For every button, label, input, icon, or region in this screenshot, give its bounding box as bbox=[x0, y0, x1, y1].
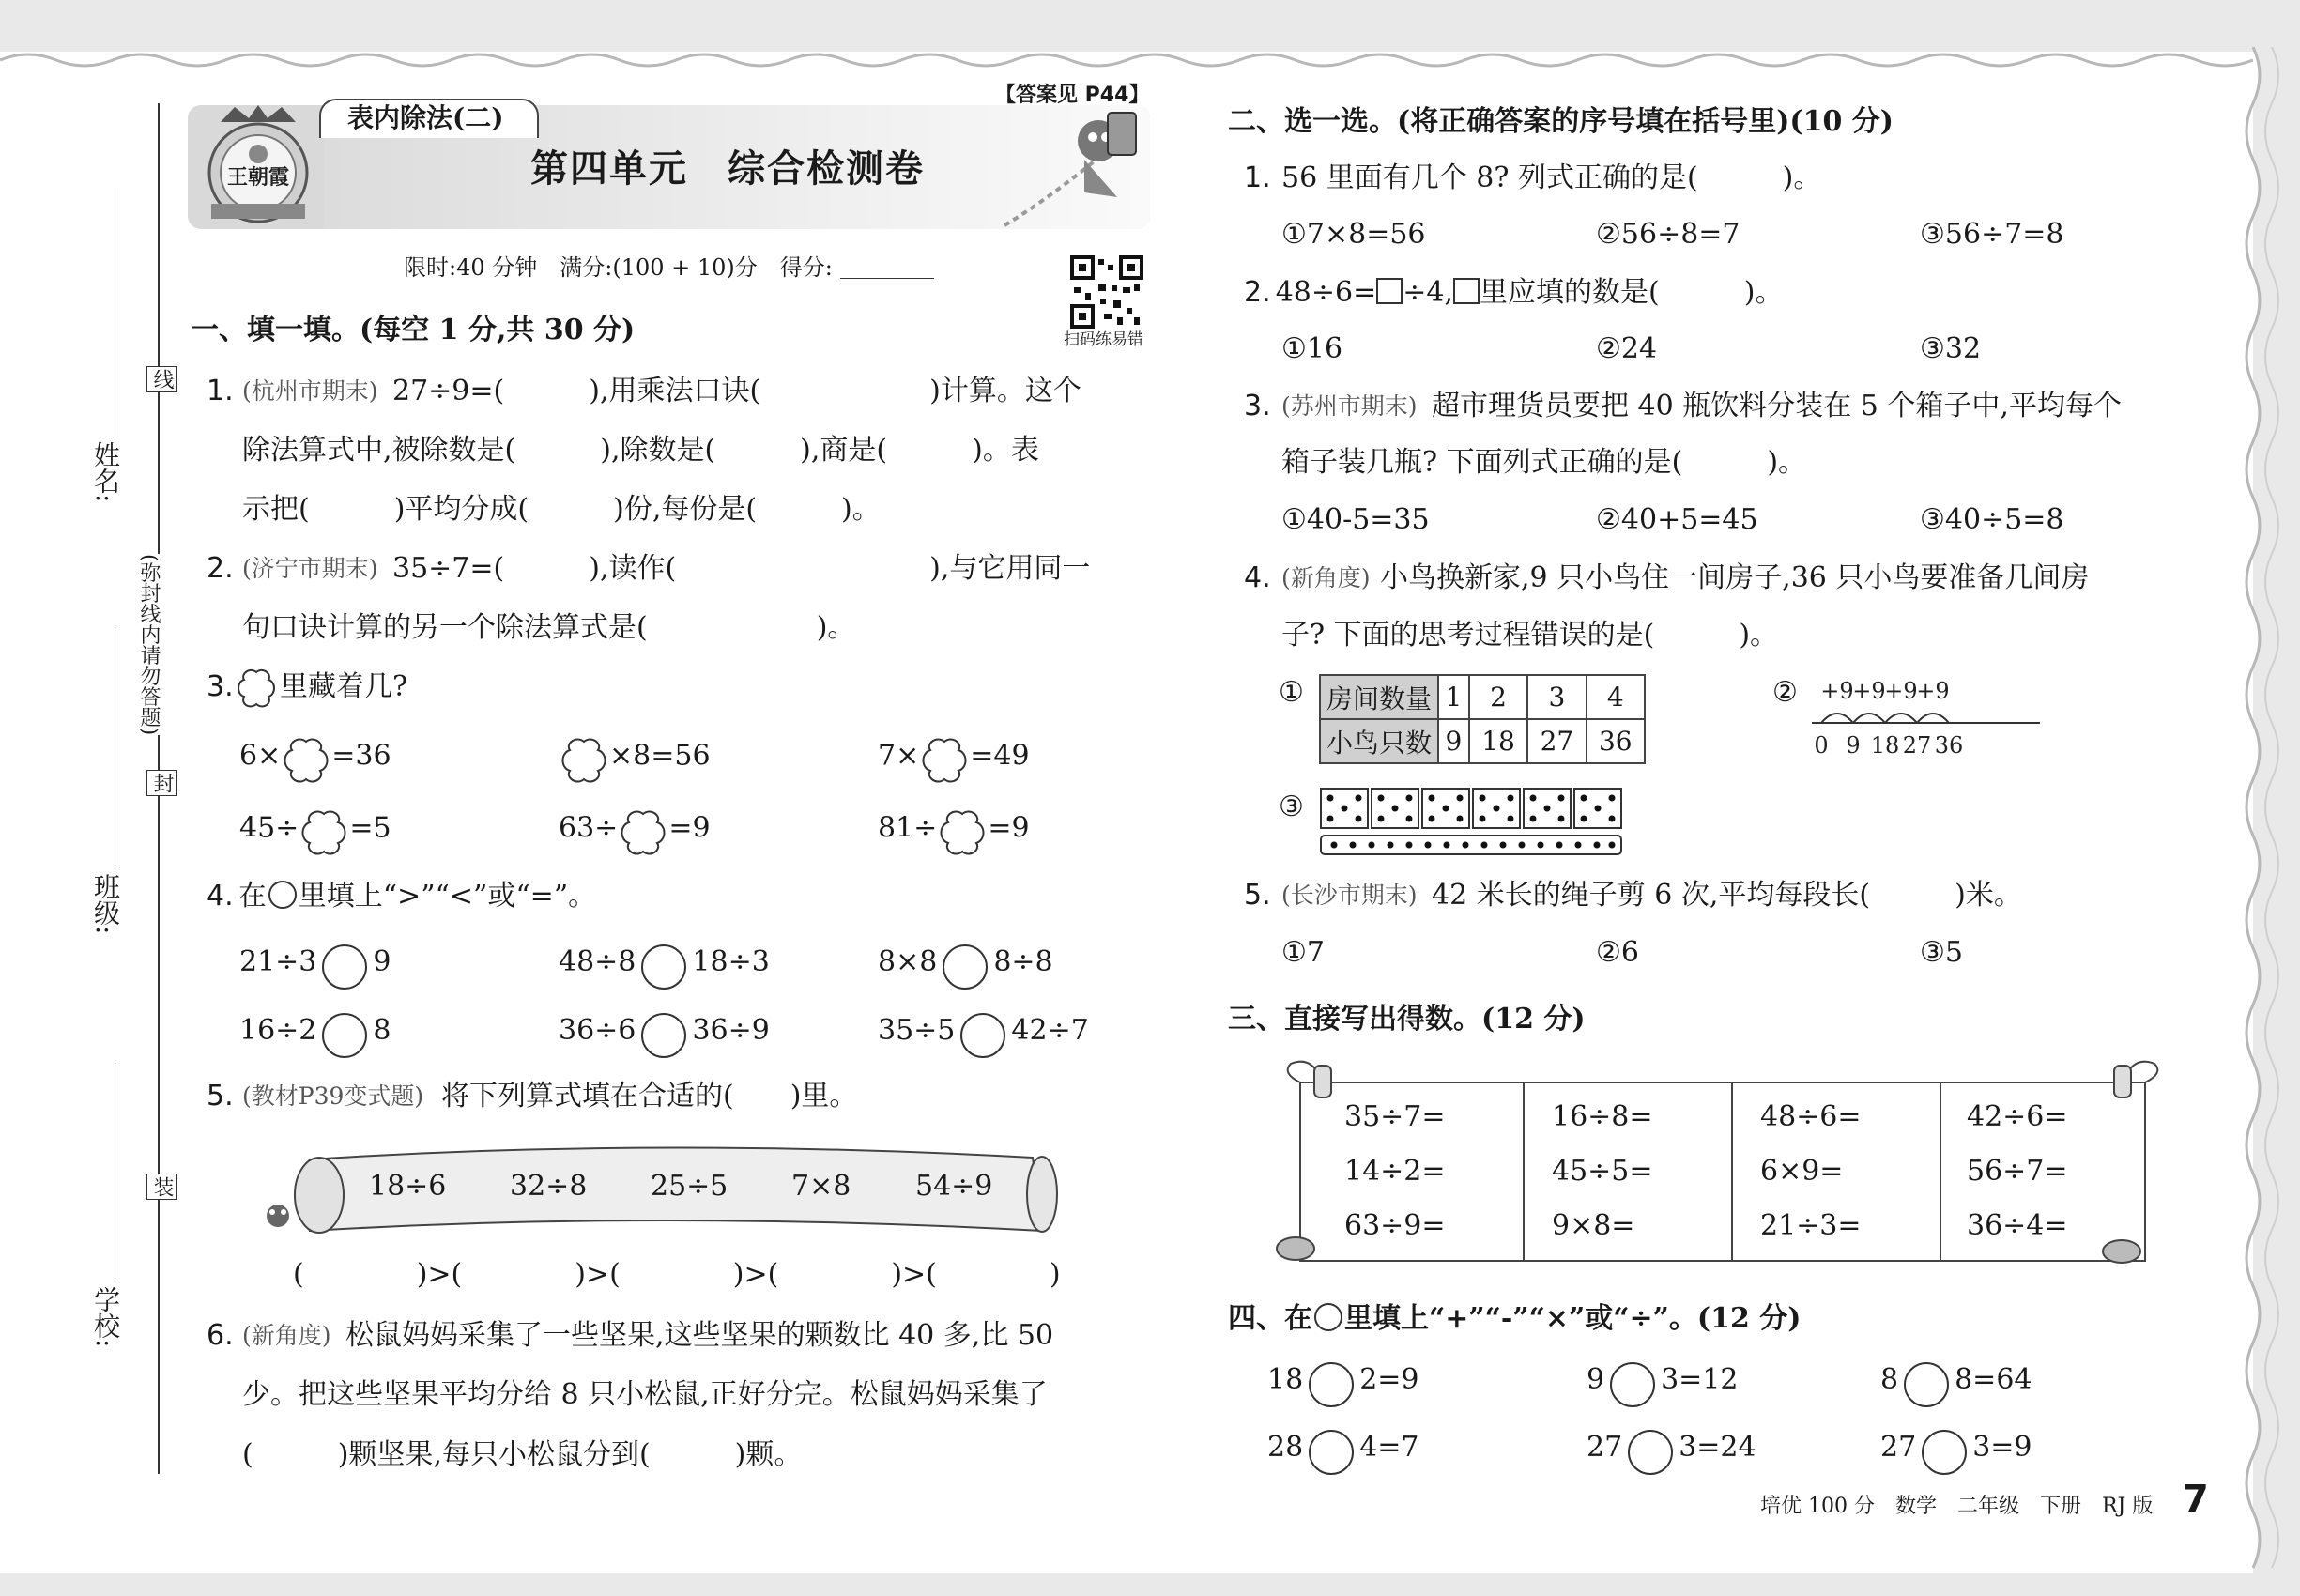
q4-item-6[interactable] bbox=[878, 1012, 1089, 1058]
s4-item-4[interactable] bbox=[1267, 1429, 1419, 1475]
s2q4-number: 4. bbox=[1244, 561, 1271, 594]
s2q5-opt3[interactable]: ③5 bbox=[1920, 936, 1963, 969]
s2q3-line1: 超市理货员要把 40 瓶饮料分装在 5 个箱子中,平均每个 bbox=[1432, 390, 2122, 422]
bind-mark: 装 bbox=[146, 1174, 177, 1200]
calc-cell[interactable]: 45÷5= bbox=[1552, 1155, 1653, 1188]
calc-cell[interactable]: 16÷8= bbox=[1552, 1100, 1653, 1133]
q4-item-1[interactable] bbox=[239, 944, 391, 990]
table-cell: 18 bbox=[1469, 719, 1527, 763]
s4-item-3[interactable] bbox=[1880, 1361, 2032, 1407]
q6-number: 6. bbox=[207, 1319, 234, 1352]
q3-item-4 bbox=[239, 809, 391, 856]
q3-text: 里藏着几? bbox=[280, 670, 408, 703]
operator-circle[interactable] bbox=[1922, 1430, 1967, 1475]
s2q3-opt1[interactable]: ①40-5=35 bbox=[1281, 503, 1430, 536]
q5-expr-4: 7×8 bbox=[791, 1170, 851, 1203]
s4-item-4-left: 28 bbox=[1267, 1431, 1304, 1464]
s2q3-line2: 箱子装几瓶? 下面列式正确的是( )。 bbox=[1281, 446, 1807, 479]
page-number: 7 bbox=[2183, 1478, 2209, 1521]
operator-circle[interactable] bbox=[1309, 1362, 1354, 1407]
flower-blank-icon bbox=[300, 809, 347, 856]
q3-item-3-left: 7× bbox=[878, 739, 920, 773]
table-row2-label: 小鸟只数 bbox=[1320, 719, 1438, 763]
square-blank-icon bbox=[1376, 278, 1403, 304]
s2q4-opt1-label[interactable]: ① bbox=[1279, 676, 1304, 709]
name-label: 姓名: bbox=[90, 441, 121, 503]
q3-number: 3. bbox=[207, 670, 234, 703]
footer-book: 培优 100 分 数学 二年级 下册 RJ 版 bbox=[1760, 1495, 2154, 1518]
q1-number: 1. bbox=[207, 375, 234, 407]
s2q1-text: 56 里面有几个 8? 列式正确的是( )。 bbox=[1281, 161, 1822, 194]
flower-blank-icon bbox=[620, 809, 667, 856]
s2q2-number: 2. bbox=[1244, 276, 1271, 309]
table-cell: 1 bbox=[1438, 675, 1469, 719]
q3-item-3-right: =49 bbox=[970, 739, 1030, 773]
calc-cell[interactable]: 63÷9= bbox=[1344, 1209, 1446, 1242]
q3-item-2-right: ×8=56 bbox=[609, 739, 711, 773]
s4-item-1-right: 2=9 bbox=[1359, 1363, 1419, 1396]
flower-blank-icon bbox=[560, 737, 607, 784]
calc-cell[interactable]: 48÷6= bbox=[1760, 1100, 1862, 1133]
s2q4-line2: 子? 下面的思考过程错误的是( )。 bbox=[1281, 619, 1779, 652]
s4-item-2-left: 9 bbox=[1587, 1363, 1605, 1396]
q4-item-2-right: 18÷3 bbox=[692, 945, 770, 978]
s4-item-1[interactable] bbox=[1267, 1361, 1419, 1407]
sec2-title: 二、选一选。(将正确答案的序号填在括号里)(10 分) bbox=[1228, 105, 1894, 138]
sec4-title bbox=[1228, 1300, 1802, 1338]
s2q4-line1: 小鸟换新家,9 只小鸟住一间房子,36 只小鸟要准备几间房 bbox=[1380, 561, 2090, 594]
q4-item-1-right: 9 bbox=[373, 945, 391, 978]
table-cell: 36 bbox=[1587, 719, 1645, 763]
s2q2-opt1[interactable]: ①16 bbox=[1281, 332, 1343, 365]
logo-text: 王朝霞 bbox=[226, 165, 290, 190]
numline-tick: 18 bbox=[1870, 732, 1900, 759]
calc-cell[interactable]: 21÷3= bbox=[1760, 1209, 1862, 1242]
compare-circle[interactable] bbox=[641, 1013, 686, 1058]
calc-cell[interactable]: 35÷7= bbox=[1344, 1100, 1446, 1133]
q6-source: (新角度) bbox=[242, 1322, 331, 1349]
flower-blank-icon bbox=[283, 737, 330, 784]
q4-item-1-left: 21÷3 bbox=[239, 945, 317, 978]
q4-item-6-left: 35÷5 bbox=[878, 1014, 956, 1047]
table-cell: 3 bbox=[1527, 675, 1586, 719]
q4-text-b: 里填上“>”“<”或“=”。 bbox=[298, 880, 597, 913]
q1-line2: 除法算式中,被除数是( ),除数是( ),商是( )。表 bbox=[242, 434, 1039, 467]
calc-cell[interactable]: 14÷2= bbox=[1344, 1155, 1446, 1188]
s4-item-2[interactable] bbox=[1587, 1361, 1739, 1407]
s2q2-opt3[interactable]: ③32 bbox=[1920, 332, 1982, 365]
q5-source: (教材P39变式题) bbox=[242, 1082, 424, 1110]
q5-number: 5. bbox=[207, 1080, 234, 1113]
q2-line1: 35÷7=( ),读作( ),与它用同一 bbox=[392, 552, 1091, 585]
table-row1-label: 房间数量 bbox=[1320, 675, 1438, 719]
q6-line2: 少。把这些坚果平均分给 8 只小松鼠,正好分完。松鼠妈妈采集了 bbox=[242, 1378, 1048, 1411]
q3-item-5-left: 63÷ bbox=[559, 811, 619, 845]
q1-line1: 27÷9=( ),用乘法口诀( )计算。这个 bbox=[392, 375, 1081, 407]
q4-item-4[interactable] bbox=[239, 1012, 391, 1058]
q4-item-2-left: 48÷8 bbox=[559, 945, 636, 978]
q3-item-4-right: =5 bbox=[349, 811, 391, 845]
operator-circle[interactable] bbox=[1309, 1430, 1354, 1475]
numline-tick: 9 bbox=[1846, 732, 1861, 759]
calc-cell[interactable]: 36÷4= bbox=[1967, 1209, 2068, 1242]
q4-item-6-right: 42÷7 bbox=[1011, 1014, 1089, 1047]
circle-blank-icon bbox=[1314, 1303, 1342, 1331]
qr-caption: 扫码练易错 bbox=[1064, 330, 1143, 349]
calc-cell[interactable]: 6×9= bbox=[1760, 1155, 1844, 1188]
q4-prompt bbox=[207, 878, 596, 915]
q3-item-6 bbox=[878, 809, 1030, 856]
s4-item-5-right: 3=24 bbox=[1679, 1431, 1756, 1464]
numline-step: +9 bbox=[1884, 678, 1918, 704]
s2q3-opt3[interactable]: ③40÷5=8 bbox=[1920, 503, 2064, 536]
numline-step: +9 bbox=[1820, 678, 1854, 704]
s2q3-opt2[interactable]: ②40+5=45 bbox=[1596, 503, 1758, 536]
q1-line3: 示把( )平均分成( )份,每份是( )。 bbox=[242, 493, 881, 526]
compare-circle[interactable] bbox=[322, 944, 367, 990]
mascot-icon bbox=[995, 94, 1155, 230]
compare-circle[interactable] bbox=[641, 944, 686, 990]
calc-cell[interactable]: 42÷6= bbox=[1967, 1100, 2068, 1133]
table-cell: 27 bbox=[1527, 719, 1586, 763]
q6-line1: 松鼠妈妈采集了一些坚果,这些坚果的颗数比 40 多,比 50 bbox=[345, 1319, 1054, 1352]
flower-blank-icon bbox=[237, 668, 276, 708]
q3-item-6-right: =9 bbox=[988, 811, 1030, 845]
s4-item-6[interactable] bbox=[1880, 1429, 2032, 1475]
numline-tick: 0 bbox=[1814, 732, 1829, 759]
numline-step: +9 bbox=[1916, 678, 1950, 704]
operator-circle[interactable] bbox=[1628, 1430, 1673, 1475]
q5-expr-3: 25÷5 bbox=[651, 1170, 728, 1203]
s2q2-text-a: 48÷6= bbox=[1275, 276, 1377, 309]
q5-expr-5: 54÷9 bbox=[915, 1170, 993, 1203]
s2q1-opt1[interactable]: ①7×8=56 bbox=[1281, 218, 1426, 251]
circle-blank-icon bbox=[268, 881, 297, 909]
q4-item-4-left: 16÷2 bbox=[239, 1014, 317, 1047]
calc-cell[interactable]: 56÷7= bbox=[1967, 1155, 2068, 1188]
rooms-birds-table bbox=[1319, 674, 1646, 764]
s4-item-5[interactable] bbox=[1587, 1429, 1756, 1475]
q4-item-3-right: 8÷8 bbox=[993, 945, 1053, 978]
compare-circle[interactable] bbox=[960, 1013, 1005, 1058]
s2q4-opt3-label[interactable]: ③ bbox=[1279, 790, 1304, 823]
answer-ref: 【答案见 P44】 bbox=[995, 84, 1150, 107]
q5-order-blanks[interactable]: ( )>( )>( )>( )>( ) bbox=[293, 1258, 1061, 1291]
wavy-top-edge bbox=[0, 47, 2300, 69]
q4-text-a: 在 bbox=[238, 880, 267, 913]
score-underline bbox=[840, 278, 934, 279]
q4-item-4-right: 8 bbox=[373, 1014, 391, 1047]
s2q1-number: 1. bbox=[1244, 161, 1271, 194]
sec1-title: 一、填一填。(每空 1 分,共 30 分) bbox=[191, 314, 636, 346]
sec4-title-b: 里填上“+”“-”“×”或“÷”。(12 分) bbox=[1344, 1302, 1802, 1335]
brand-logo-icon bbox=[202, 105, 314, 227]
q3-item-1 bbox=[239, 737, 391, 784]
s2q5-opt1[interactable]: ①7 bbox=[1281, 936, 1325, 969]
school-label: 学校: bbox=[90, 1286, 121, 1348]
limits-line: 限时:40 分钟 满分:(100 + 10)分 得分: bbox=[404, 254, 833, 281]
s2q5-opt2[interactable]: ②6 bbox=[1596, 936, 1639, 969]
q3-item-5-right: =9 bbox=[668, 811, 711, 845]
q4-item-3-left: 8×8 bbox=[878, 945, 938, 978]
compare-circle[interactable] bbox=[322, 1013, 367, 1058]
q3-item-1-right: =36 bbox=[331, 739, 391, 773]
number-line bbox=[1807, 674, 2042, 759]
q4-item-2[interactable] bbox=[559, 944, 770, 990]
s2q4-opt2-label[interactable]: ② bbox=[1772, 676, 1798, 709]
line-mark: 线 bbox=[146, 366, 177, 392]
s4-item-5-left: 27 bbox=[1587, 1431, 1623, 1464]
sec3-title: 三、直接写出得数。(12 分) bbox=[1228, 1003, 1586, 1036]
q5-expr-1: 18÷6 bbox=[369, 1170, 447, 1203]
s2q1-opt3[interactable]: ③56÷7=8 bbox=[1920, 218, 2064, 251]
s4-item-3-right: 8=64 bbox=[1955, 1363, 2032, 1396]
s2q5-number: 5. bbox=[1244, 879, 1271, 912]
flower-blank-icon bbox=[939, 809, 986, 856]
sec4-title-a: 四、在 bbox=[1228, 1302, 1312, 1335]
s4-item-4-right: 4=7 bbox=[1359, 1431, 1419, 1464]
qr-code-icon bbox=[1070, 255, 1143, 329]
q3-item-4-left: 45÷ bbox=[239, 811, 299, 845]
class-label: 班级: bbox=[90, 873, 121, 935]
s2q4-source: (新角度) bbox=[1281, 564, 1371, 591]
wavy-right-edge bbox=[2232, 47, 2300, 1596]
operator-circle[interactable] bbox=[1904, 1362, 1949, 1407]
q3-item-6-left: 81÷ bbox=[878, 811, 938, 845]
s2q2-text-b: ÷4, bbox=[1403, 276, 1454, 309]
operator-circle[interactable] bbox=[1610, 1362, 1655, 1407]
q3-item-3 bbox=[878, 737, 1030, 784]
q2-line2: 句口诀计算的另一个除法算式是( )。 bbox=[242, 611, 856, 644]
q6-line3: ( )颗坚果,每只小松鼠分到( )颗。 bbox=[242, 1438, 803, 1471]
s4-item-1-left: 18 bbox=[1267, 1363, 1304, 1396]
q1-source: (杭州市期末) bbox=[242, 377, 378, 405]
dot-grid-icon bbox=[1319, 787, 1629, 857]
notice-text: (弥封线内请勿答题) bbox=[137, 554, 161, 736]
numline-tick: 27 bbox=[1902, 732, 1932, 759]
s2q5-text: 42 米长的绳子剪 6 次,平均每段长( )米。 bbox=[1432, 879, 2022, 912]
q3-item-5 bbox=[559, 809, 711, 856]
s2q2-prompt bbox=[1244, 274, 1783, 312]
unit-tag: 表内除法(二) bbox=[347, 102, 504, 133]
q4-item-5-right: 36÷9 bbox=[692, 1014, 770, 1047]
s2q2-text-c: 里应填的数是( )。 bbox=[1480, 276, 1784, 309]
s4-item-3-left: 8 bbox=[1880, 1363, 1899, 1396]
q4-item-5-left: 36÷6 bbox=[559, 1014, 636, 1047]
calc-cell[interactable]: 9×8= bbox=[1552, 1209, 1635, 1242]
q5-expr-2: 32÷8 bbox=[510, 1170, 588, 1203]
q5-text: 将下列算式填在合适的( )里。 bbox=[441, 1080, 858, 1113]
s4-item-6-right: 3=9 bbox=[1972, 1431, 2032, 1464]
s4-item-6-left: 27 bbox=[1880, 1431, 1917, 1464]
square-blank-icon bbox=[1453, 278, 1480, 304]
q3-item-2 bbox=[559, 737, 711, 784]
seal-mark: 封 bbox=[146, 770, 177, 796]
numline-tick: 36 bbox=[1934, 732, 1964, 759]
s2q2-opt2[interactable]: ②24 bbox=[1596, 332, 1658, 365]
q2-number: 2. bbox=[207, 552, 234, 585]
s4-item-2-right: 3=12 bbox=[1661, 1363, 1739, 1396]
s2q3-source: (苏州市期末) bbox=[1281, 392, 1418, 420]
q2-source: (济宁市期末) bbox=[242, 555, 378, 582]
flower-blank-icon bbox=[921, 737, 968, 784]
q4-item-5[interactable] bbox=[559, 1012, 770, 1058]
table-cell: 2 bbox=[1469, 675, 1527, 719]
s2q5-source: (长沙市期末) bbox=[1281, 882, 1418, 909]
s2q3-number: 3. bbox=[1244, 390, 1271, 422]
table-cell: 9 bbox=[1438, 719, 1469, 763]
q4-item-3[interactable] bbox=[878, 944, 1053, 990]
q4-number: 4. bbox=[207, 880, 234, 913]
compare-circle[interactable] bbox=[943, 944, 988, 990]
page-title: 第四单元 综合检测卷 bbox=[530, 147, 925, 191]
numline-step: +9 bbox=[1852, 678, 1886, 704]
s2q1-opt2[interactable]: ②56÷8=7 bbox=[1596, 218, 1740, 251]
q3-item-1-left: 6× bbox=[239, 739, 282, 773]
table-cell: 4 bbox=[1587, 675, 1645, 719]
